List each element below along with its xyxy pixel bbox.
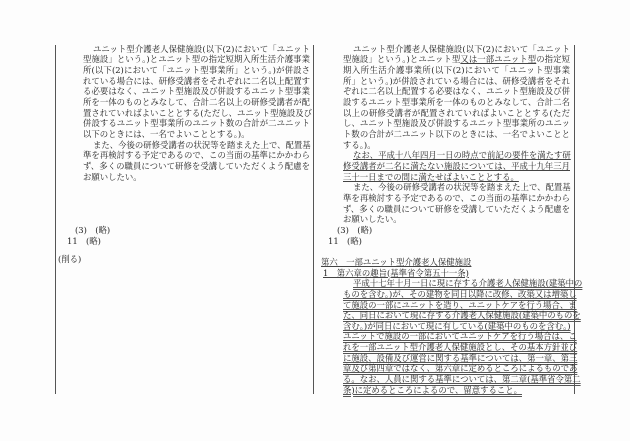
text-line [343,76,570,87]
inserted-text: ものを含む。)が、その建物を同日以降に改修、改築又は増築し [343,288,577,299]
inserted-text: 条)に定めるところによるので、留意すること。 [343,384,522,395]
text-line [343,352,578,364]
inserted-text: 三十一日までの間に満たせばよいこととする。 [343,171,519,182]
text-line [343,97,570,108]
text-line [83,129,310,140]
text-line [83,44,310,55]
right-item-3: (3) (略) [337,224,373,235]
text-line [343,310,581,321]
text-line [343,331,577,342]
text-segment: れている場合には、研修受講者をそれぞれに二名以上配置す [83,75,310,86]
inserted-text: 章及び第四章ではなく、第六章に定めるところによるものであ [343,363,578,374]
text-segment: 所」という。)が併設されている場合には、研修受講者をそれ [343,75,570,86]
right-section-heading: 第六 一部ユニット型介護老人保健施設 [321,256,472,267]
text-line [343,140,570,151]
text-segment: 型施設」という。)とユニット型 [343,54,461,65]
text-line [83,86,310,97]
text-segment: 以下のときには、一名でよいこととする。)。 [83,128,250,139]
right-paragraph-section-purpose [343,278,583,395]
inserted-text: れを一部ユニット型介護老人保健施設とし、その基本方針並び [343,342,578,353]
right-paragraph-training [343,182,570,225]
text-segment: 併設するユニット型事業所のユニット数の合計が二ユニット [83,118,310,129]
text-segment: また、今後の研修受講者の状況等を踏まえた上で、配置基 [93,139,311,150]
text-line [83,54,310,65]
text-line [343,65,570,76]
text-line [343,86,570,97]
inserted-text: 平成十七年十月一日に現に存する介護老人保健施設(建築中の [353,278,583,289]
text-line [83,140,310,151]
text-segment: し、ユニット型施設及び併設するユニット型事業所のユニッ [343,118,570,129]
left-item-11: 11 (略) [67,235,101,246]
text-line [83,107,313,119]
text-line [343,278,583,289]
text-segment: ぞれに二名以上配置する必要はなく、ユニット型施設及び併 [343,86,570,97]
text-segment: 設するユニット型事業所を一体のものとみなして、合計二名 [343,96,570,107]
right-subsection-heading: 1 第六章の趣旨(基準省令第五十一条) [323,267,469,278]
text-line [343,342,578,353]
right-paragraph-unit-facility [343,44,570,151]
text-segment: ト数の合計が二ユニット以下のときには、一名でよいことと [343,128,570,139]
text-line [343,374,581,385]
inserted-text: た、同日において現に存する介護老人保健施設(建築中のものを [343,310,581,321]
text-segment: 以上の研修受講者が配置されていればよいこととする(ただ [343,107,570,118]
text-segment: る必要はなく、ユニット型施設及び併設するユニット型事業 [83,86,310,97]
text-line [343,118,570,129]
text-line [83,97,310,108]
text-line [343,129,570,140]
text-line [343,108,570,119]
text-segment: ず、多くの職員について研修を受講していただくよう配慮を [343,203,570,214]
text-segment: 期入所生活介護事業所(以下(2)において「ユニット型事業 [343,65,570,75]
text-line [343,193,570,204]
text-line [343,204,570,215]
text-segment: 置されていればよいこととする(ただし、ユニット型施設及び [83,107,313,118]
text-segment: ず、多くの職員について研修を受講していただくよう配慮を [83,160,310,171]
text-segment: 所を一体のものとみなして、合計二名以上の研修受講者が配 [83,96,310,107]
text-line [83,172,310,183]
text-line [83,150,310,161]
inserted-text: ユニットで施設の一部においてユニットケアを行う場合は、こ [343,331,577,342]
text-segment: また、今後の研修受講者の状況等を踏まえた上で、配置基 [353,182,571,193]
left-deleted-note: (削る) [58,254,82,264]
text-segment: する。)。 [343,139,376,150]
right-item-11: 11 (略) [328,235,362,246]
text-line [83,76,310,87]
left-item-3: (3) (略) [75,224,111,235]
text-segment: 所(以下(2)において「ユニット型事業所」という。)が併設さ [83,65,310,75]
inserted-text: 又は一部ユニット型 [460,54,537,65]
inserted-text: 含む。)が同日において現に有している(建築中のものを含む。) [343,320,571,331]
text-segment: ユニット型介護老人保健施設(以下(2)において「ユニット [353,43,570,54]
inserted-text: なお、平成十八年四月一日の時点で前記の要件を満たす研 [353,150,571,161]
inserted-text: る。なお、人員に関する基準については、第二章(基準省令第二 [343,374,581,385]
text-segment: 準を再検討する予定であるので、この当面の基準にかかわら [343,192,570,203]
inserted-text: 修受講者が二名に満たない施設については、平成十九年三月 [343,160,570,171]
text-line [343,150,570,161]
text-segment: お願いしたい。 [83,171,142,182]
text-line [343,44,570,55]
text-segment: の指定短 [536,54,570,65]
text-line [83,65,310,76]
text-line [343,182,570,193]
right-paragraph-transition-note [343,150,570,182]
table-border-middle [313,45,314,394]
text-line [343,385,570,396]
text-line [83,161,310,172]
text-segment: 型施設」という。)とユニット型の指定短期入所生活介護事業 [83,54,310,65]
text-segment: お願いしたい。 [343,214,402,225]
text-line [343,172,570,183]
text-line [343,299,577,311]
inserted-text: て施設の一部にユニットを造り、ユニットケアを行う場合、ま [343,299,577,310]
text-line [343,321,570,332]
text-line [343,214,570,225]
text-line [343,54,570,65]
left-paragraph-unit-facility [83,43,313,140]
inserted-text: に施設、設備及び運営に関する基準については、第一章、第三 [343,352,578,363]
left-paragraph-training [83,140,310,183]
table-border-left [55,45,56,394]
text-segment: ユニット型介護老人保健施設(以下(2)において「ユニット [93,43,310,54]
text-segment: 準を再検討する予定であるので、この当面の基準にかかわら [83,150,310,161]
text-line [343,288,577,300]
text-line [343,161,570,172]
text-line [343,363,578,374]
text-line [83,118,310,129]
